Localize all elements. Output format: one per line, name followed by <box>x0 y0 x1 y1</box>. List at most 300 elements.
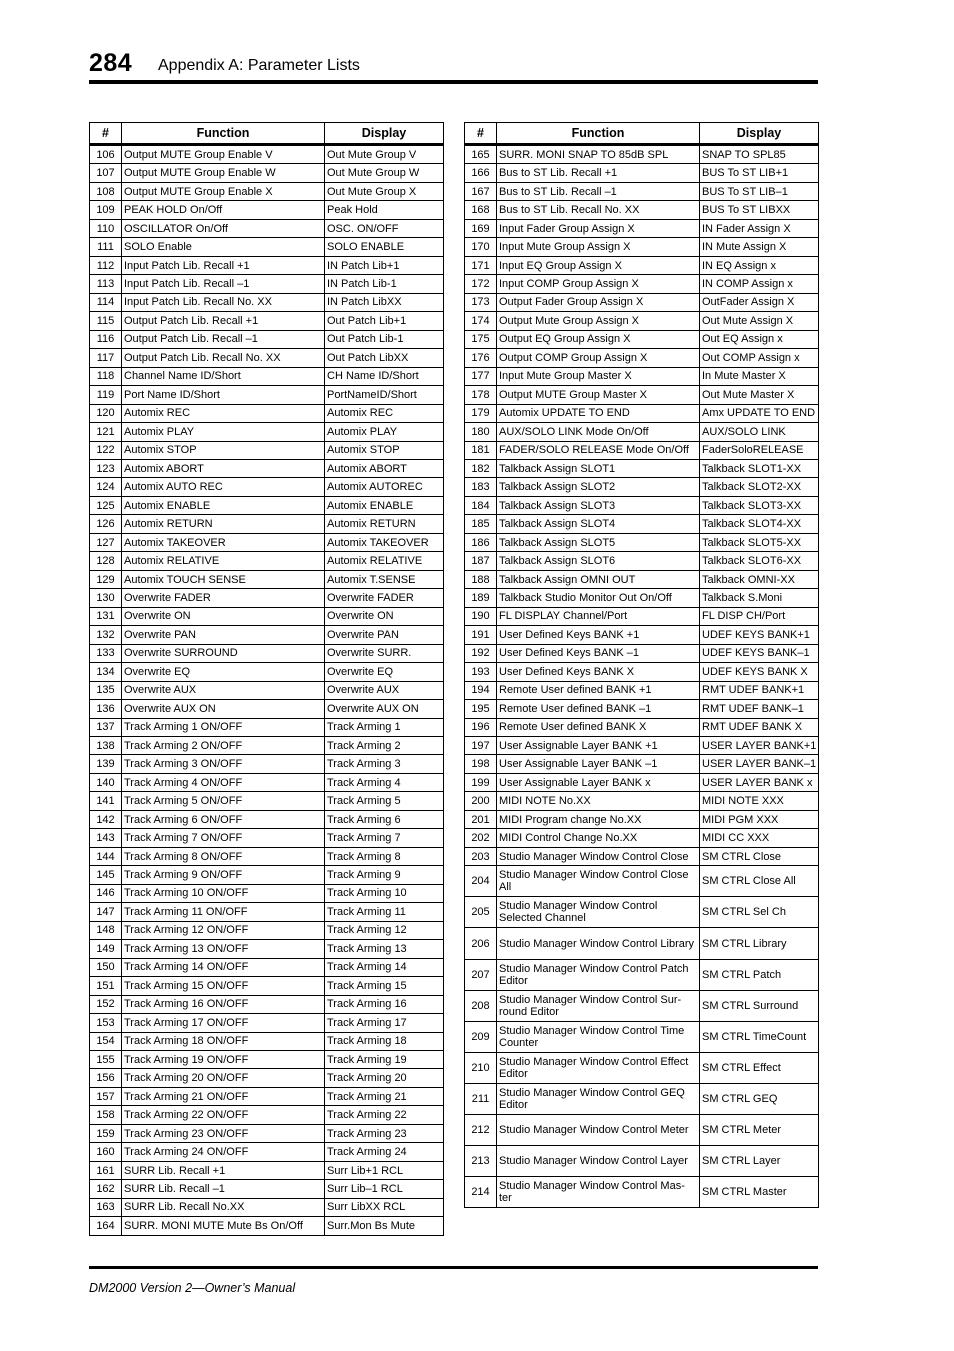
table-row <box>90 145 444 164</box>
row-display: Overwrite FADER <box>325 589 444 607</box>
row-display: Track Arming 20 <box>325 1069 444 1087</box>
table-row <box>465 866 819 897</box>
row-function: Track Arming 5 ON/OFF <box>122 792 325 810</box>
row-display: Automix ABORT <box>325 459 444 477</box>
row-function: Input EQ Group Assign X <box>497 256 700 274</box>
table-row <box>90 1106 444 1124</box>
row-display: Track Arming 16 <box>325 995 444 1013</box>
table-row <box>90 626 444 644</box>
row-number: 148 <box>90 921 122 939</box>
row-display: Track Arming 5 <box>325 792 444 810</box>
row-function: Bus to ST Lib. Recall –1 <box>497 182 700 200</box>
row-display: Track Arming 11 <box>325 903 444 921</box>
row-function: Input Mute Group Assign X <box>497 238 700 256</box>
row-number: 191 <box>465 626 497 644</box>
row-function: SOLO Enable <box>122 238 325 256</box>
row-function: Studio Manager Window Control Patch Editor <box>497 959 700 990</box>
row-display: Overwrite AUX ON <box>325 700 444 718</box>
table-row <box>90 718 444 736</box>
row-number: 123 <box>90 459 122 477</box>
table-row <box>90 681 444 699</box>
table-row <box>465 928 819 959</box>
table-row <box>90 1032 444 1050</box>
row-number: 174 <box>465 312 497 330</box>
row-display: SM CTRL GEQ <box>700 1083 819 1114</box>
row-display: Automix T.SENSE <box>325 570 444 588</box>
row-display: Track Arming 18 <box>325 1032 444 1050</box>
row-function: Overwrite ON <box>122 607 325 625</box>
table-row <box>465 164 819 182</box>
footer-manual-title: DM2000 Version 2—Owner’s Manual <box>89 1281 296 1295</box>
table-row <box>90 847 444 865</box>
table-row <box>465 349 819 367</box>
row-function: AUX/SOLO LINK Mode On/Off <box>497 423 700 441</box>
row-number: 143 <box>90 829 122 847</box>
table-row <box>90 1143 444 1161</box>
row-function: Track Arming 22 ON/OFF <box>122 1106 325 1124</box>
row-function: Automix TAKEOVER <box>122 533 325 551</box>
row-function: Automix RETURN <box>122 515 325 533</box>
row-display: Track Arming 9 <box>325 866 444 884</box>
row-number: 171 <box>465 256 497 274</box>
table-header-row <box>90 123 444 145</box>
row-display: IN COMP Assign x <box>700 275 819 293</box>
row-number: 177 <box>465 367 497 385</box>
table-row <box>90 958 444 976</box>
row-function: SURR Lib. Recall –1 <box>122 1180 325 1198</box>
row-number: 112 <box>90 256 122 274</box>
row-function: Output Patch Lib. Recall –1 <box>122 330 325 348</box>
row-function: Remote User defined BANK X <box>497 718 700 736</box>
row-display: BUS To ST LIB–1 <box>700 182 819 200</box>
row-function: Output MUTE Group Enable W <box>122 164 325 182</box>
row-display: SM CTRL Surround <box>700 990 819 1021</box>
row-function: User Assignable Layer BANK x <box>497 773 700 791</box>
parameter-table-left <box>89 122 444 1236</box>
row-display: Track Arming 3 <box>325 755 444 773</box>
row-number: 128 <box>90 552 122 570</box>
row-function: Automix TOUCH SENSE <box>122 570 325 588</box>
table-row <box>465 256 819 274</box>
table-row <box>90 238 444 256</box>
table-row <box>465 219 819 237</box>
row-function: Output Patch Lib. Recall No. XX <box>122 349 325 367</box>
column-header-function: Function <box>122 123 325 145</box>
table-row <box>465 847 819 865</box>
row-function: Track Arming 11 ON/OFF <box>122 903 325 921</box>
row-number: 149 <box>90 940 122 958</box>
row-function: Track Arming 24 ON/OFF <box>122 1143 325 1161</box>
row-number: 132 <box>90 626 122 644</box>
table-row <box>465 386 819 404</box>
row-function: Output Fader Group Assign X <box>497 293 700 311</box>
row-function: Talkback Assign SLOT2 <box>497 478 700 496</box>
row-function: Channel Name ID/Short <box>122 367 325 385</box>
row-number: 125 <box>90 496 122 514</box>
table-row <box>90 607 444 625</box>
row-number: 117 <box>90 349 122 367</box>
table-row <box>465 792 819 810</box>
row-function: Track Arming 2 ON/OFF <box>122 737 325 755</box>
row-number: 124 <box>90 478 122 496</box>
row-number: 146 <box>90 884 122 902</box>
row-function: Output MUTE Group Enable V <box>122 145 325 164</box>
row-display: SOLO ENABLE <box>325 238 444 256</box>
table-row <box>465 441 819 459</box>
row-display: PortNameID/Short <box>325 386 444 404</box>
table-row <box>90 1069 444 1087</box>
row-display: Out Patch Lib+1 <box>325 312 444 330</box>
table-row <box>465 533 819 551</box>
row-function: Track Arming 20 ON/OFF <box>122 1069 325 1087</box>
row-function: Studio Manager Window Control Sur-round Editor <box>497 990 700 1021</box>
table-row <box>465 423 819 441</box>
row-display: Automix AUTOREC <box>325 478 444 496</box>
row-display: Overwrite PAN <box>325 626 444 644</box>
column-header-number: # <box>465 123 497 145</box>
row-function: Track Arming 21 ON/OFF <box>122 1087 325 1105</box>
row-display: SM CTRL Library <box>700 928 819 959</box>
row-function: Bus to ST Lib. Recall No. XX <box>497 201 700 219</box>
row-display: Peak Hold <box>325 201 444 219</box>
row-number: 137 <box>90 718 122 736</box>
row-number: 142 <box>90 810 122 828</box>
table-row <box>90 515 444 533</box>
row-display: Track Arming 8 <box>325 847 444 865</box>
row-function: Talkback Assign SLOT1 <box>497 459 700 477</box>
row-function: MIDI NOTE No.XX <box>497 792 700 810</box>
row-display: Out EQ Assign x <box>700 330 819 348</box>
row-number: 153 <box>90 1014 122 1032</box>
row-display: Out COMP Assign x <box>700 349 819 367</box>
table-row <box>465 367 819 385</box>
row-display: Track Arming 12 <box>325 921 444 939</box>
row-display: UDEF KEYS BANK+1 <box>700 626 819 644</box>
table-row <box>465 700 819 718</box>
row-number: 184 <box>465 496 497 514</box>
table-row <box>465 589 819 607</box>
table-row <box>90 570 444 588</box>
row-number: 210 <box>465 1052 497 1083</box>
table-row <box>90 1217 444 1235</box>
row-function: Track Arming 8 ON/OFF <box>122 847 325 865</box>
row-number: 152 <box>90 995 122 1013</box>
row-display: Track Arming 15 <box>325 977 444 995</box>
row-function: Talkback Assign SLOT6 <box>497 552 700 570</box>
column-header-display: Display <box>325 123 444 145</box>
table-row <box>465 478 819 496</box>
table-row <box>465 275 819 293</box>
row-function: Track Arming 7 ON/OFF <box>122 829 325 847</box>
row-number: 188 <box>465 570 497 588</box>
row-number: 185 <box>465 515 497 533</box>
table-row <box>90 829 444 847</box>
row-number: 160 <box>90 1143 122 1161</box>
row-display: SM CTRL Master <box>700 1177 819 1208</box>
row-display: SM CTRL TimeCount <box>700 1021 819 1052</box>
row-function: Studio Manager Window Control Close <box>497 847 700 865</box>
row-number: 211 <box>465 1083 497 1114</box>
row-display: Talkback SLOT3-XX <box>700 496 819 514</box>
row-function: Input Mute Group Master X <box>497 367 700 385</box>
row-number: 193 <box>465 663 497 681</box>
row-number: 209 <box>465 1021 497 1052</box>
row-function: Studio Manager Window Control Effect Editor <box>497 1052 700 1083</box>
row-number: 198 <box>465 755 497 773</box>
row-display: Overwrite SURR. <box>325 644 444 662</box>
row-number: 145 <box>90 866 122 884</box>
table-row <box>90 441 444 459</box>
row-display: SM CTRL Effect <box>700 1052 819 1083</box>
row-display: Surr Lib–1 RCL <box>325 1180 444 1198</box>
column-header-function: Function <box>497 123 700 145</box>
table-row <box>465 626 819 644</box>
row-number: 195 <box>465 700 497 718</box>
row-number: 118 <box>90 367 122 385</box>
row-number: 120 <box>90 404 122 422</box>
row-number: 202 <box>465 829 497 847</box>
row-display: Out Mute Master X <box>700 386 819 404</box>
table-row <box>90 423 444 441</box>
table-row <box>90 644 444 662</box>
row-display: UDEF KEYS BANK X <box>700 663 819 681</box>
row-number: 121 <box>90 423 122 441</box>
row-number: 158 <box>90 1106 122 1124</box>
row-number: 131 <box>90 607 122 625</box>
header-rule <box>89 80 818 84</box>
row-function: Input COMP Group Assign X <box>497 275 700 293</box>
table-row <box>465 644 819 662</box>
row-number: 159 <box>90 1124 122 1142</box>
row-display: MIDI PGM XXX <box>700 810 819 828</box>
row-display: SNAP TO SPL85 <box>700 145 819 164</box>
row-number: 168 <box>465 201 497 219</box>
row-function: Track Arming 18 ON/OFF <box>122 1032 325 1050</box>
row-function: Track Arming 1 ON/OFF <box>122 718 325 736</box>
table-row <box>465 829 819 847</box>
row-number: 122 <box>90 441 122 459</box>
row-number: 181 <box>465 441 497 459</box>
row-function: Automix REC <box>122 404 325 422</box>
row-display: IN Fader Assign X <box>700 219 819 237</box>
column-header-number: # <box>90 123 122 145</box>
table-row <box>90 921 444 939</box>
row-number: 106 <box>90 145 122 164</box>
row-number: 150 <box>90 958 122 976</box>
row-number: 138 <box>90 737 122 755</box>
row-number: 144 <box>90 847 122 865</box>
row-display: Overwrite AUX <box>325 681 444 699</box>
row-number: 208 <box>465 990 497 1021</box>
row-number: 196 <box>465 718 497 736</box>
table-row <box>465 1115 819 1146</box>
row-number: 135 <box>90 681 122 699</box>
row-function: Output MUTE Group Enable X <box>122 182 325 200</box>
row-number: 157 <box>90 1087 122 1105</box>
table-row <box>465 293 819 311</box>
parameter-table-right <box>464 122 819 1208</box>
row-number: 108 <box>90 182 122 200</box>
table-row <box>90 1087 444 1105</box>
table-row <box>465 1177 819 1208</box>
row-number: 169 <box>465 219 497 237</box>
table-row <box>465 515 819 533</box>
table-row <box>90 1180 444 1198</box>
table-row <box>90 1198 444 1216</box>
row-function: SURR. MONI MUTE Mute Bs On/Off <box>122 1217 325 1235</box>
row-function: Track Arming 19 ON/OFF <box>122 1050 325 1068</box>
row-function: SURR. MONI SNAP TO 85dB SPL <box>497 145 700 164</box>
table-row <box>90 977 444 995</box>
page-number: 284 <box>89 49 133 77</box>
row-number: 204 <box>465 866 497 897</box>
row-number: 167 <box>465 182 497 200</box>
row-display: Surr LibXX RCL <box>325 1198 444 1216</box>
row-function: User Assignable Layer BANK –1 <box>497 755 700 773</box>
row-display: MIDI CC XXX <box>700 829 819 847</box>
row-display: Track Arming 17 <box>325 1014 444 1032</box>
row-function: Track Arming 13 ON/OFF <box>122 940 325 958</box>
table-row <box>90 293 444 311</box>
row-number: 176 <box>465 349 497 367</box>
row-number: 170 <box>465 238 497 256</box>
row-number: 141 <box>90 792 122 810</box>
row-display: SM CTRL Layer <box>700 1146 819 1177</box>
row-function: Track Arming 9 ON/OFF <box>122 866 325 884</box>
row-display: USER LAYER BANK–1 <box>700 755 819 773</box>
row-function: Overwrite EQ <box>122 663 325 681</box>
row-function: Automix ABORT <box>122 459 325 477</box>
row-function: Studio Manager Window Control GEQ Editor <box>497 1083 700 1114</box>
row-number: 187 <box>465 552 497 570</box>
row-function: MIDI Program change No.XX <box>497 810 700 828</box>
row-display: Talkback SLOT4-XX <box>700 515 819 533</box>
row-function: FADER/SOLO RELEASE Mode On/Off <box>497 441 700 459</box>
row-number: 180 <box>465 423 497 441</box>
row-function: Overwrite SURROUND <box>122 644 325 662</box>
table-row <box>465 607 819 625</box>
row-function: User Assignable Layer BANK +1 <box>497 737 700 755</box>
table-row <box>90 533 444 551</box>
row-number: 126 <box>90 515 122 533</box>
row-display: Surr Lib+1 RCL <box>325 1161 444 1179</box>
row-display: IN Patch LibXX <box>325 293 444 311</box>
row-number: 164 <box>90 1217 122 1235</box>
row-function: Overwrite FADER <box>122 589 325 607</box>
table-row <box>90 367 444 385</box>
row-function: Overwrite PAN <box>122 626 325 644</box>
table-row <box>90 995 444 1013</box>
row-function: Output EQ Group Assign X <box>497 330 700 348</box>
row-function: Remote User defined BANK +1 <box>497 681 700 699</box>
row-display: SM CTRL Meter <box>700 1115 819 1146</box>
table-row <box>90 312 444 330</box>
row-number: 147 <box>90 903 122 921</box>
row-function: Automix RELATIVE <box>122 552 325 570</box>
row-number: 156 <box>90 1069 122 1087</box>
row-function: Studio Manager Window Control Library <box>497 928 700 959</box>
row-display: Track Arming 19 <box>325 1050 444 1068</box>
row-number: 155 <box>90 1050 122 1068</box>
row-display: Out Patch LibXX <box>325 349 444 367</box>
row-function: Track Arming 3 ON/OFF <box>122 755 325 773</box>
row-function: Output Patch Lib. Recall +1 <box>122 312 325 330</box>
row-number: 190 <box>465 607 497 625</box>
row-display: IN Patch Lib+1 <box>325 256 444 274</box>
row-function: Track Arming 4 ON/OFF <box>122 773 325 791</box>
table-row <box>465 1083 819 1114</box>
row-number: 139 <box>90 755 122 773</box>
row-number: 161 <box>90 1161 122 1179</box>
row-display: Overwrite EQ <box>325 663 444 681</box>
table-row <box>465 330 819 348</box>
column-header-display: Display <box>700 123 819 145</box>
table-row <box>465 238 819 256</box>
row-function: Studio Manager Window Control Meter <box>497 1115 700 1146</box>
row-function: Studio Manager Window Control Mas-ter <box>497 1177 700 1208</box>
table-row <box>90 496 444 514</box>
table-row <box>465 718 819 736</box>
table-row <box>90 201 444 219</box>
table-row <box>465 552 819 570</box>
row-display: MIDI NOTE XXX <box>700 792 819 810</box>
table-row <box>90 737 444 755</box>
row-function: Automix AUTO REC <box>122 478 325 496</box>
table-row <box>90 275 444 293</box>
row-display: IN EQ Assign x <box>700 256 819 274</box>
row-display: Track Arming 1 <box>325 718 444 736</box>
table-row <box>90 552 444 570</box>
table-row <box>465 570 819 588</box>
row-number: 194 <box>465 681 497 699</box>
table-row <box>90 219 444 237</box>
row-display: IN Patch Lib-1 <box>325 275 444 293</box>
row-display: FL DISP CH/Port <box>700 607 819 625</box>
table-row <box>465 182 819 200</box>
row-function: Output MUTE Group Master X <box>497 386 700 404</box>
row-number: 116 <box>90 330 122 348</box>
row-display: CH Name ID/Short <box>325 367 444 385</box>
row-function: Studio Manager Window Control Close All <box>497 866 700 897</box>
row-display: Automix RELATIVE <box>325 552 444 570</box>
row-function: MIDI Control Change No.XX <box>497 829 700 847</box>
row-number: 214 <box>465 1177 497 1208</box>
row-display: Automix TAKEOVER <box>325 533 444 551</box>
row-display: Talkback SLOT1-XX <box>700 459 819 477</box>
table-row <box>90 866 444 884</box>
row-function: Automix ENABLE <box>122 496 325 514</box>
row-display: Talkback S.Moni <box>700 589 819 607</box>
row-function: Talkback Studio Monitor Out On/Off <box>497 589 700 607</box>
table-row <box>465 810 819 828</box>
row-display: FaderSoloRELEASE <box>700 441 819 459</box>
row-display: UDEF KEYS BANK–1 <box>700 644 819 662</box>
row-display: In Mute Master X <box>700 367 819 385</box>
row-display: Track Arming 14 <box>325 958 444 976</box>
row-display: Track Arming 10 <box>325 884 444 902</box>
table-row <box>90 773 444 791</box>
row-number: 119 <box>90 386 122 404</box>
row-display: Automix PLAY <box>325 423 444 441</box>
table-row <box>90 330 444 348</box>
row-display: RMT UDEF BANK+1 <box>700 681 819 699</box>
row-number: 173 <box>465 293 497 311</box>
table-row <box>90 940 444 958</box>
row-number: 140 <box>90 773 122 791</box>
table-row <box>465 1052 819 1083</box>
row-function: Talkback Assign OMNI OUT <box>497 570 700 588</box>
row-number: 134 <box>90 663 122 681</box>
